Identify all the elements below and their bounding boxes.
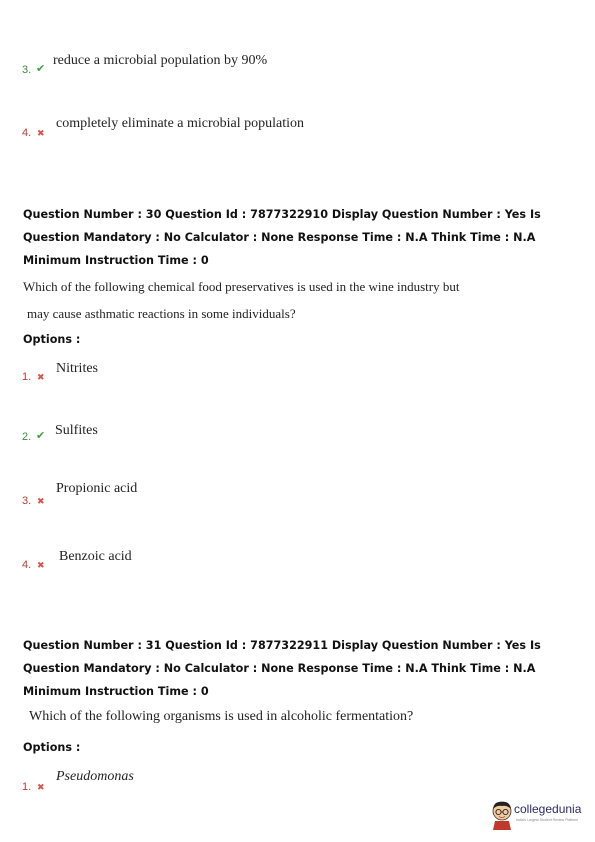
options-label: Options : bbox=[23, 741, 81, 754]
option-number: 4. bbox=[22, 127, 32, 139]
option-text: Nitrites bbox=[56, 361, 98, 376]
question-text: Which of the following organisms is used in alcoholic fermentation? bbox=[29, 709, 414, 724]
cross-icon: ✖ bbox=[37, 782, 45, 792]
option-text: completely eliminate a microbial population bbox=[56, 116, 305, 131]
question-text: may cause asthmatic reactions in some individuals? bbox=[27, 306, 296, 321]
option-number: 1. bbox=[22, 781, 32, 793]
option-number: 3. bbox=[22, 64, 32, 76]
cross-icon: ✖ bbox=[37, 560, 45, 570]
check-icon: ✔ bbox=[36, 63, 46, 75]
mascot-icon bbox=[490, 800, 514, 830]
options-label: Options : bbox=[23, 333, 81, 346]
option-number: 2. bbox=[22, 431, 32, 443]
option-number: 4. bbox=[22, 559, 32, 571]
collegedunia-logo bbox=[490, 800, 590, 832]
question-meta: Question Number : 30 Question Id : 7877322910 Display Question Number : Yes Is Question Mandatory : No Calculator : None Response Time : N.A Think Time : N.A Minimum Instruction Time : 0 bbox=[23, 208, 541, 267]
option-text: Pseudomonas bbox=[56, 769, 134, 784]
cross-icon: ✖ bbox=[37, 372, 45, 382]
logo-name: collegedunia bbox=[514, 802, 582, 816]
cross-icon: ✖ bbox=[37, 496, 45, 506]
question-text: Which of the following chemical food preservatives is used in the wine industry but bbox=[23, 279, 460, 294]
option-number: 3. bbox=[22, 495, 32, 507]
check-icon: ✔ bbox=[36, 430, 46, 442]
question-meta: Question Number : 31 Question Id : 7877322911 Display Question Number : Yes Is Question Mandatory : No Calculator : None Response Time : N.A Think Time : N.A Minimum Instruction Time : 0 bbox=[23, 639, 541, 698]
option-number: 1. bbox=[22, 371, 32, 383]
logo-tagline: India's Largest Student Review Platform bbox=[516, 818, 579, 822]
option-text: Sulfites bbox=[55, 423, 98, 438]
cross-icon: ✖ bbox=[37, 128, 45, 138]
option-text: Propionic acid bbox=[56, 481, 138, 496]
option-text: reduce a microbial population by 90% bbox=[53, 53, 268, 68]
option-text: Benzoic acid bbox=[59, 549, 132, 564]
